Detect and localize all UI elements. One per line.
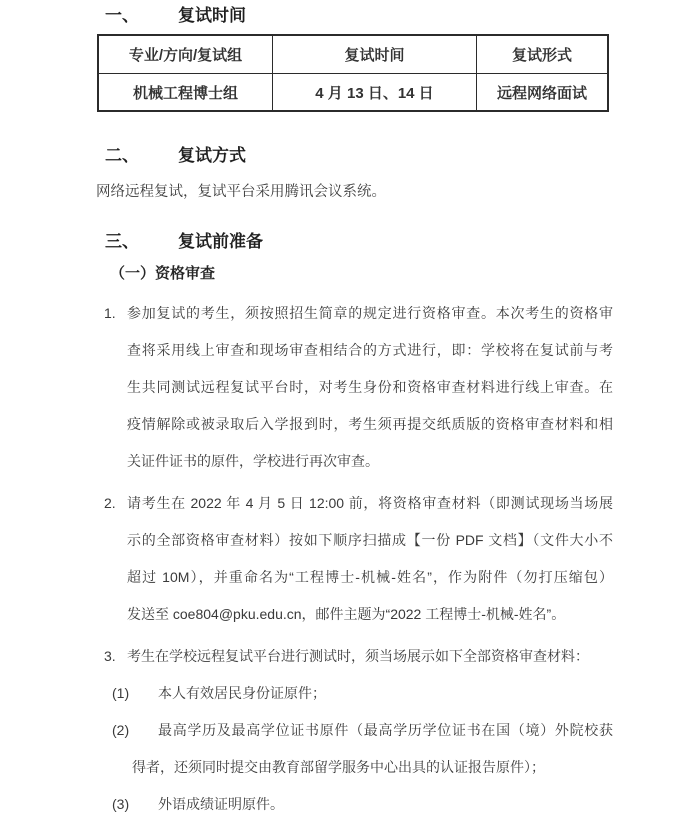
subsection-title: 资格审查 bbox=[155, 265, 216, 282]
sublist-item bbox=[112, 712, 613, 786]
section-heading-retest-method bbox=[105, 146, 613, 166]
text-line: 示的全部资格审查材料）按如下顺序扫描成【一份 PDF 文档】（文件大小不 bbox=[127, 532, 613, 548]
text-line: 外语成绩证明原件。 bbox=[158, 796, 284, 812]
list-item bbox=[96, 295, 613, 480]
section-number: 二、 bbox=[105, 146, 139, 165]
text-line: 关证件证书的原件，学校进行再次审查。 bbox=[127, 453, 379, 469]
retest-schedule-table bbox=[97, 34, 609, 112]
list-item-number: 2. bbox=[104, 495, 116, 511]
subsection-number: （一） bbox=[110, 265, 156, 282]
list-item bbox=[96, 638, 613, 675]
list-item-number: 1. bbox=[104, 305, 116, 321]
section-title: 复试方式 bbox=[178, 146, 246, 165]
text-line: 参加复试的考生，须按照招生简章的规定进行资格审查。本次考生的资格审 bbox=[127, 305, 613, 321]
table-cell-group: 机械工程博士组 bbox=[98, 74, 273, 112]
materials-sublist bbox=[96, 675, 613, 823]
retest-method-paragraph: 网络远程复试，复试平台采用腾讯会议系统。 bbox=[96, 184, 386, 200]
sublist-item-text bbox=[132, 712, 613, 786]
section-heading-retest-time bbox=[105, 6, 613, 26]
text-line: 最高学历及最高学位证书原件（最高学历学位证书在国（境）外院校获 bbox=[158, 722, 613, 738]
table-cell-time: 4 月 13 日、14 日 bbox=[273, 74, 477, 112]
sublist-item-number: (2) bbox=[112, 722, 130, 738]
list-item-text bbox=[127, 295, 613, 480]
section-number: 三、 bbox=[105, 232, 139, 251]
text-line: 本人有效居民身份证原件； bbox=[158, 685, 326, 701]
list-item-number: 3. bbox=[104, 648, 116, 664]
section-number: 一、 bbox=[105, 6, 139, 25]
numbered-list bbox=[96, 295, 613, 823]
text-line: 生共同测试远程复试平台时，对考生身份和资格审查材料进行线上审查。在 bbox=[127, 379, 613, 395]
table-header-row bbox=[98, 35, 608, 74]
text-line: 查将采用线上审查和现场审查相结合的方式进行，即：学校将在复试前与考 bbox=[127, 342, 613, 358]
table-header-group: 专业/方向/复试组 bbox=[98, 35, 273, 74]
table-cell-format: 远程网络面试 bbox=[477, 74, 609, 112]
section-title: 复试时间 bbox=[178, 6, 246, 25]
text-line: 考生在学校远程复试平台进行测试时，须当场展示如下全部资格审查材料： bbox=[127, 648, 589, 664]
subsection-heading-qualification-review bbox=[110, 265, 613, 283]
list-item-text bbox=[127, 638, 613, 675]
section-heading-preparation bbox=[105, 232, 613, 252]
sublist-item bbox=[112, 675, 613, 712]
table-row bbox=[98, 74, 608, 112]
section-title: 复试前准备 bbox=[178, 232, 263, 251]
sublist-item bbox=[112, 786, 613, 823]
text-line: 得者，还须同时提交由教育部留学服务中心出具的认证报告原件）； bbox=[132, 759, 545, 775]
table-header-format: 复试形式 bbox=[477, 35, 609, 74]
sublist-item-number: (1) bbox=[112, 685, 130, 701]
text-line: 请考生在 2022 年 4 月 5 日 12:00 前，将资格审查材料（即测试现场当场展 bbox=[127, 495, 613, 511]
sublist-item-number: (3) bbox=[112, 796, 130, 812]
sublist-item-text bbox=[132, 786, 613, 823]
sublist-item-text bbox=[132, 675, 613, 712]
text-line: 疫情解除或被录取后入学报到时，考生须再提交纸质版的资格审查材料和相 bbox=[127, 416, 613, 432]
text-line: 发送至 coe804@pku.edu.cn，邮件主题为“2022 工程博士-机械-姓名”。 bbox=[127, 606, 566, 622]
list-item-text bbox=[127, 485, 613, 633]
list-item bbox=[96, 485, 613, 633]
table-header-time: 复试时间 bbox=[273, 35, 477, 74]
text-line: 超过 10M），并重命名为“工程博士-机械-姓名”，作为附件（勿打压缩包） bbox=[127, 569, 613, 585]
